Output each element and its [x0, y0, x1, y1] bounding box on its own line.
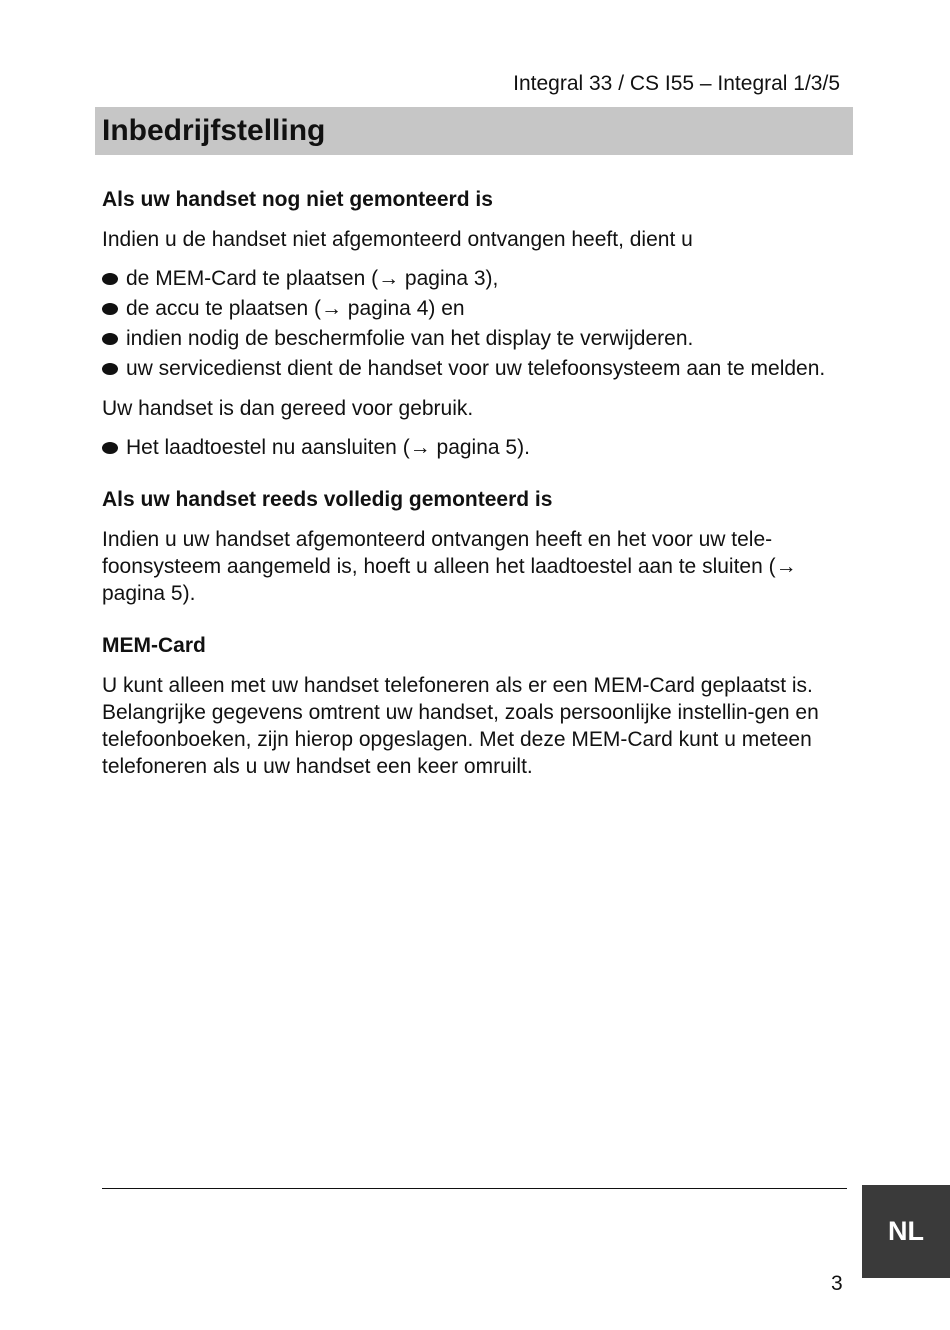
list-item-text: uw servicedienst dient de handset voor uw telefoonsysteem aan te melden. — [126, 357, 826, 380]
title-bar — [95, 107, 853, 155]
footer-divider — [102, 1188, 847, 1189]
list-item — [102, 434, 837, 461]
bullet-icon — [102, 363, 118, 375]
running-header: Integral 33 / CS I55 – Integral 1/3/5 — [513, 72, 840, 95]
list-item — [102, 265, 837, 292]
bullet-icon — [102, 303, 118, 315]
bullet-icon — [102, 442, 118, 454]
bullet-list-charger — [102, 434, 837, 461]
section-text-fully-mounted: Indien u uw handset afgemonteerd ontvangen heeft en het voor uw tele-foonsysteem aangemeld is, hoeft u alleen het laadtoestel aan te sluiten (→ pagina 5). — [102, 528, 797, 605]
list-item — [102, 295, 837, 322]
list-item — [102, 355, 837, 382]
page-title: Inbedrijfstelling — [102, 114, 326, 147]
section-heading-not-mounted: Als uw handset nog niet gemonteerd is — [102, 188, 493, 211]
main-content — [102, 186, 837, 780]
bullet-icon — [102, 333, 118, 345]
bullet-list-not-mounted — [102, 265, 837, 382]
section-text-mem-card: U kunt alleen met uw handset telefoneren als er een MEM-Card geplaatst is. Belangrijke gegevens omtrent uw handset, zoals persoonlijke instellin-gen en telefoonboeken, zijn hierop opgeslagen. Met deze MEM-Card kunt u meteen telefoneren als u uw handset een keer omruilt. — [102, 674, 819, 778]
section-intro-not-mounted: Indien u de handset niet afgemonteerd ontvangen heeft, dient u — [102, 228, 693, 251]
section-heading-fully-mounted: Als uw handset reeds volledig gemonteerd is — [102, 488, 553, 511]
list-item — [102, 325, 837, 352]
section-heading-mem-card: MEM-Card — [102, 634, 206, 657]
page-number: 3 — [831, 1272, 843, 1295]
list-item-text: Het laadtoestel nu aansluiten (→ pagina 5). — [126, 436, 530, 459]
list-item-text: indien nodig de beschermfolie van het display te verwijderen. — [126, 327, 694, 350]
list-item-text: de MEM-Card te plaatsen (→ pagina 3), — [126, 267, 499, 290]
language-tab — [862, 1185, 950, 1278]
list-item-text: de accu te plaatsen (→ pagina 4) en — [126, 297, 465, 320]
language-tab-label: NL — [888, 1216, 924, 1246]
ready-text: Uw handset is dan gereed voor gebruik. — [102, 397, 474, 420]
bullet-icon — [102, 273, 118, 285]
